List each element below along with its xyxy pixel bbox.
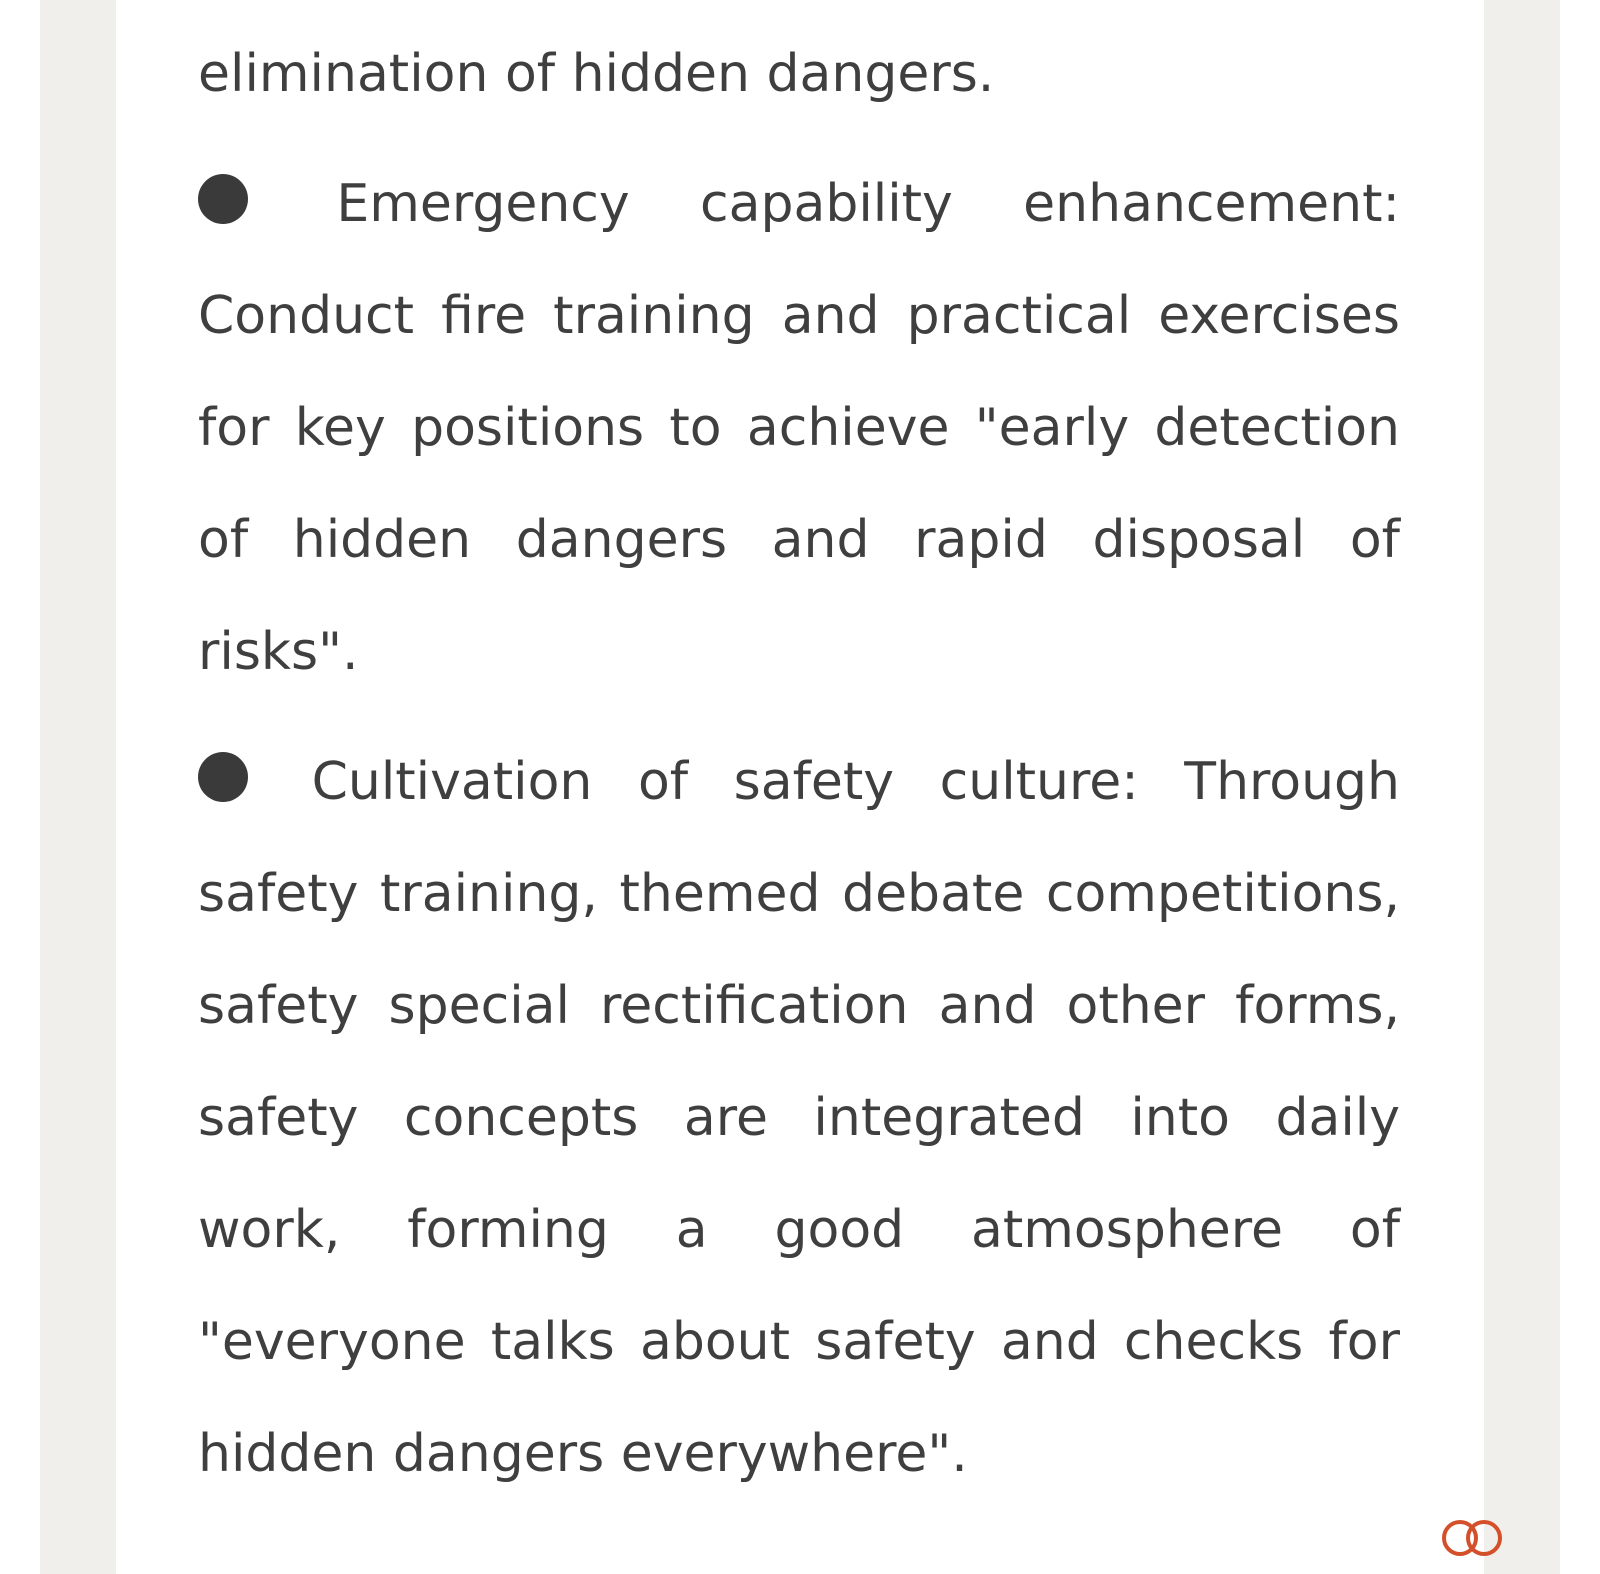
- bullet-icon: [198, 174, 248, 224]
- page-left-margin: [40, 0, 116, 1574]
- bullet-item-culture: [198, 726, 1400, 1510]
- interlocking-rings-icon: [1440, 1518, 1506, 1558]
- bullet-item-text: Cultivation of safety culture: Through safety training, themed debate competitions, safety special rectification and other forms, safety concepts are integrated into daily work, forming a good atmosphere of "everyone talks about safety and checks for hidden dangers everywhere".: [198, 752, 1400, 1484]
- bullet-icon: [198, 752, 248, 802]
- page-right-margin: [1484, 0, 1560, 1574]
- bullet-item-text: Emergency capability enhancement: Conduct fire training and practical exercises for key positions to achieve "early detection of hidden dangers and rapid disposal of risks".: [198, 174, 1401, 682]
- bullet-item-emergency: [198, 148, 1400, 708]
- lead-paragraph: elimination of hidden dangers.: [198, 44, 995, 104]
- article-card: [116, 0, 1484, 1574]
- article-body: [198, 18, 1400, 1510]
